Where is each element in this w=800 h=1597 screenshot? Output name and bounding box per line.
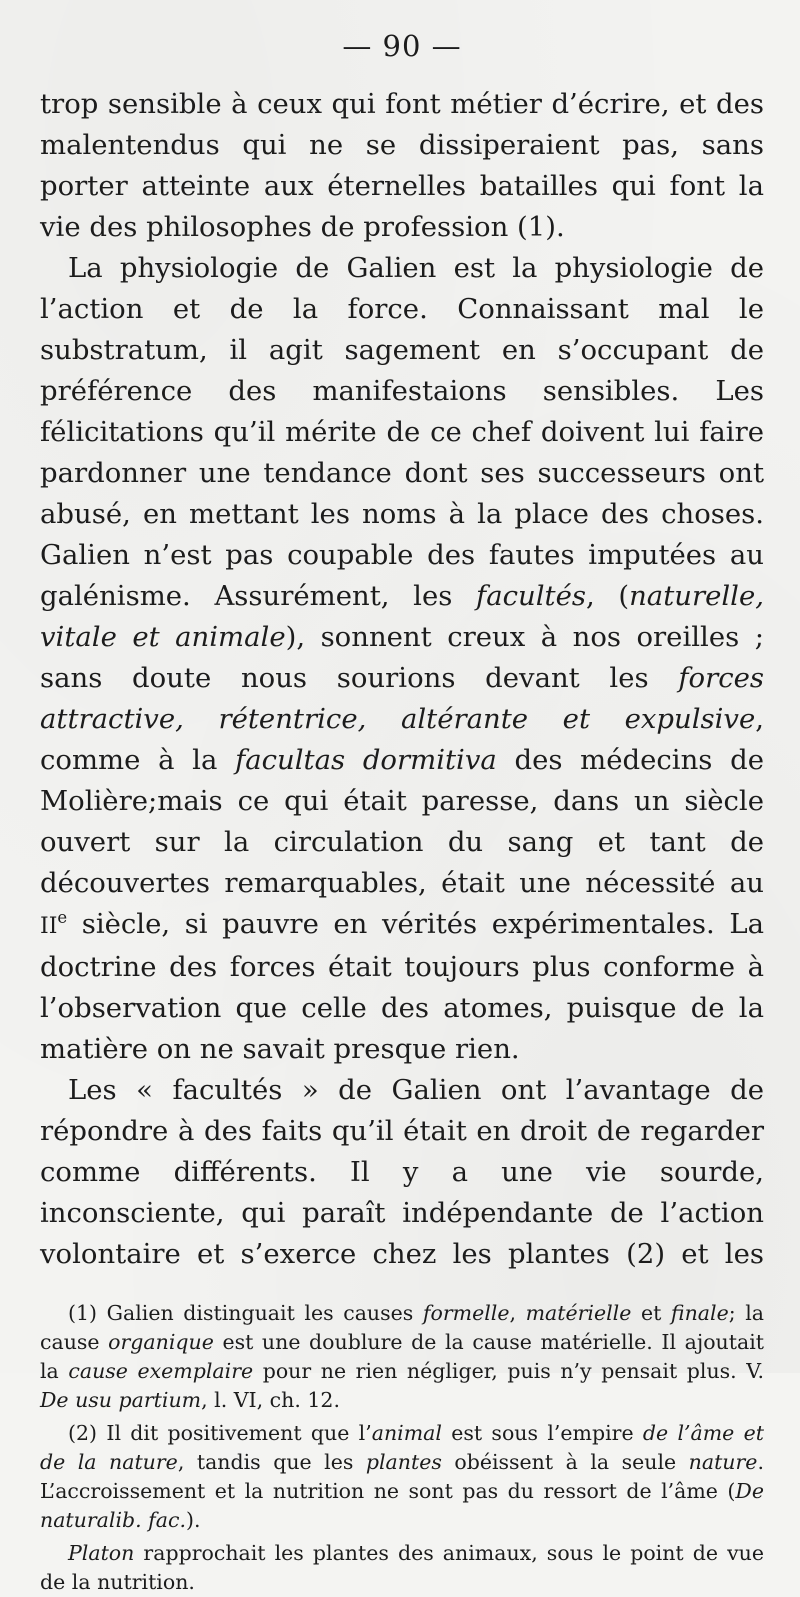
fn2-i: . L’accroissement et la nutrition ne sont pas du ressort de l’âme ( [40, 1450, 764, 1503]
fn2-b: animal [371, 1421, 442, 1445]
fn3-b: rapprochait les plantes des animaux, sous le point de vue de la nutrition. [40, 1541, 764, 1594]
page-number: — 90 — [342, 29, 462, 63]
fn3-a: Platon [68, 1541, 135, 1565]
p2-text-a: La physiologie de Galien est la physiologie de l’action et de la force. Connaissant mal le substratum, il agit sagement en s’occupant de préférence des manifestaions sensibles. Les félicitations qu’il mérite de ce chef doivent lui faire pardonner une tendance dont ses successeurs ont abusé, en mettant les noms à la place des choses. Galien n’est pas coupable des fautes imputées au galénisme. Assurément, les [40, 252, 764, 612]
footnote-2 [40, 1419, 764, 1535]
fn1-m: , l. VI, ch. 12. [201, 1388, 340, 1412]
p2-italic-facultes: facultés [476, 580, 586, 612]
p2-text-c: , ( [585, 580, 630, 612]
fn1-j: cause exemplaire [68, 1359, 254, 1383]
fn1-e: et [631, 1301, 671, 1325]
fn1-c: , [509, 1301, 526, 1325]
fn2-j: De naturalib. fac. [40, 1479, 764, 1532]
footnote-2-continuation [40, 1539, 764, 1597]
p2-text-g: , comme à la [40, 703, 764, 776]
fn1-h: organique [108, 1330, 214, 1354]
fn1-i: est une doublure de la cause matérielle. Il ajoutait la [40, 1330, 764, 1383]
fn2-f: plantes [365, 1450, 442, 1474]
main-text [40, 84, 764, 1275]
p2-text-e: ), sonnent creux à nos oreilles ; sans doute nous sourions devant les [40, 621, 764, 694]
p2-italic-naturelle: naturelle, vitale et animale [40, 580, 764, 653]
fn2-h: nature [688, 1450, 758, 1474]
fn1-a: (1) Galien distinguait les causes [68, 1301, 423, 1325]
paragraph-2 [40, 248, 764, 1070]
fn2-c: est sous l’empire [441, 1421, 643, 1445]
paragraph-3: Les « facultés » de Galien ont l’avantage de répondre à des faits qu’il était en droit de regarder comme différents. Il y a une vie sourde, inconsciente, qui paraît indépendante de l’action volontaire et s’exerce chez les plantes (2) et les [40, 1074, 764, 1270]
fn2-d: de l’âme et de la nature [40, 1421, 764, 1474]
footnote-1 [40, 1299, 764, 1415]
p2-italic-forces: forces attractive, rétentrice, altérante et expulsive [40, 662, 764, 735]
fn1-d: matérielle [525, 1301, 632, 1325]
fn1-b: formelle [422, 1301, 510, 1325]
fn1-g: ; la cause [40, 1301, 765, 1354]
fn2-e: , tandis que les [177, 1450, 366, 1474]
p2-roman-numeral: II [40, 914, 58, 939]
p2-italic-facultas: facultas dormitiva [235, 744, 497, 776]
paragraph-1: trop sensible à ceux qui font métier d’écrire, et des malentendus qui ne se dissiperaient pas, sans porter atteinte aux éternelles batailles qui font la vie des philosophes de profession (1). [40, 88, 764, 243]
fn1-k: pour ne rien négliger, puis n’y pensait plus. V. [253, 1359, 764, 1383]
fn2-k: ). [185, 1508, 201, 1532]
p2-superscript: e [57, 907, 68, 927]
footnotes [40, 1299, 764, 1597]
fn2-g: obéissent à la seule [441, 1450, 689, 1474]
fn1-l: De usu partium [40, 1388, 202, 1412]
fn2-a: (2) Il dit positivement que l’ [68, 1421, 372, 1445]
p2-text-l: siècle, si pauvre en vérités expérimentales. La doctrine des forces était toujours plus conforme à l’observation que celle des atomes, puisque de la matière on ne savait presque rien. [40, 908, 764, 1065]
p2-text-i: des médecins de Molière;mais ce qui était paresse, dans un siècle ouvert sur la circulation du sang et tant de découvertes remarquables, était une nécessité au [40, 744, 764, 899]
fn1-f: finale [670, 1301, 729, 1325]
